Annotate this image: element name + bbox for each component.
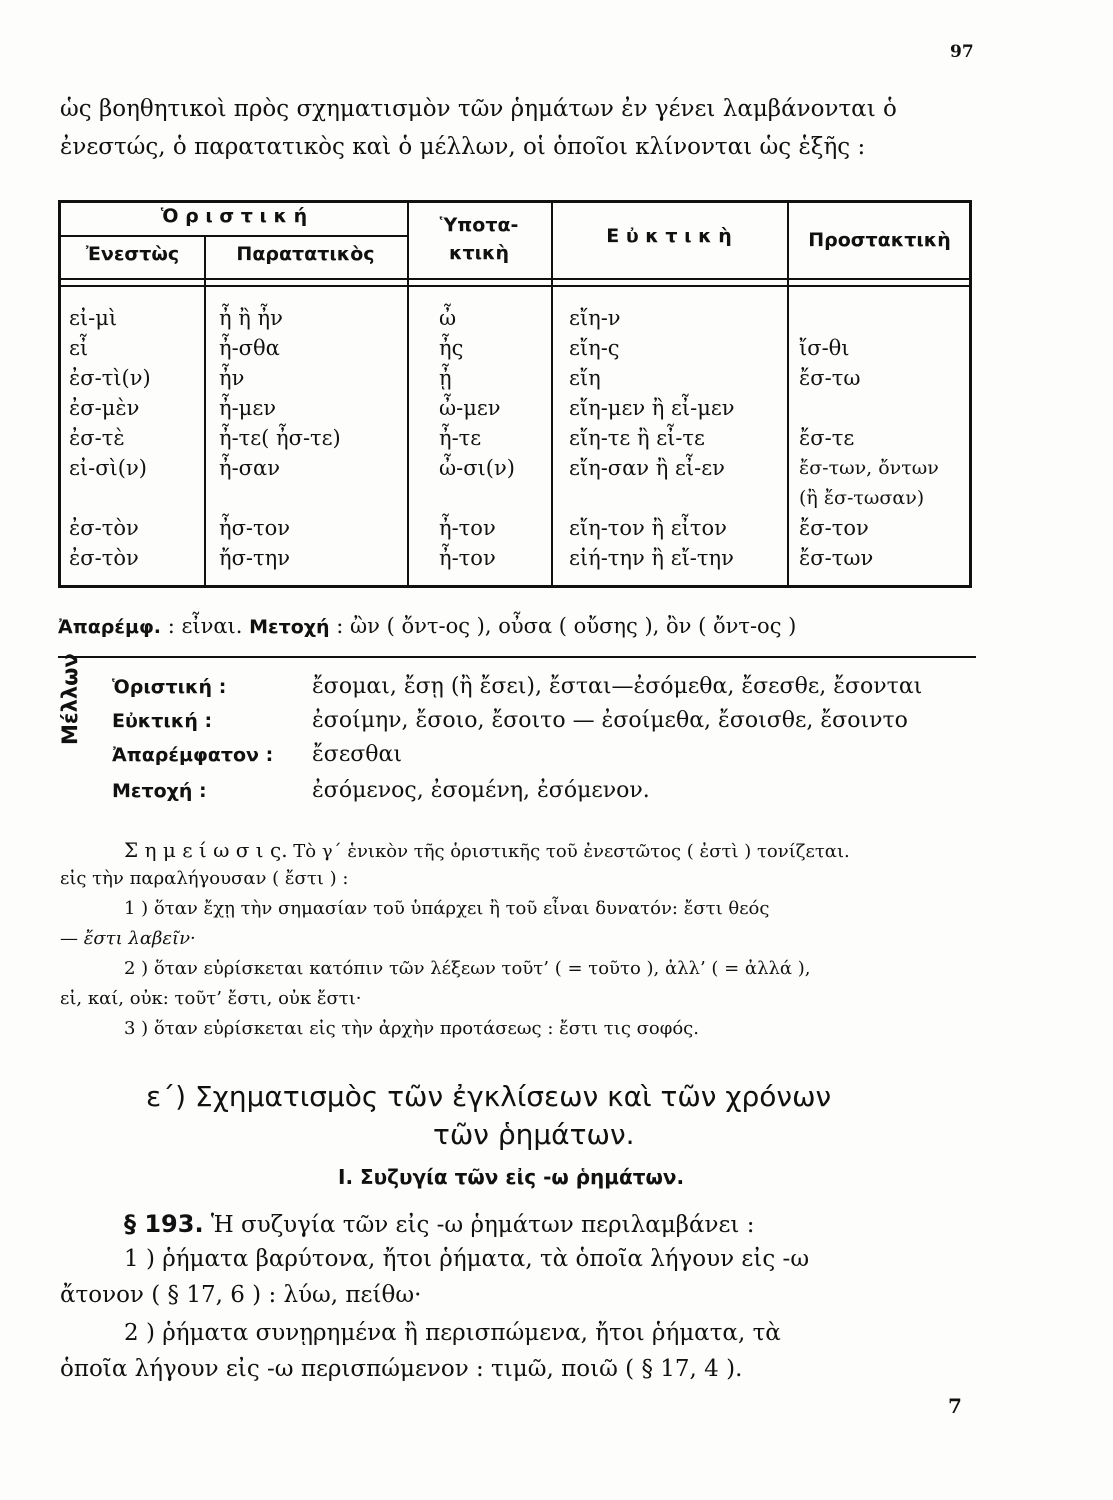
table-cell: ἐσ-τὲ xyxy=(69,426,125,450)
future-row xyxy=(112,778,650,803)
table-cell: ὦ-σι(ν) xyxy=(439,456,515,480)
table-cell: ἦ-σθα xyxy=(219,336,280,360)
header-ypotaktiki: Ὑποτα- κτικὴ xyxy=(439,214,519,264)
column-enestos xyxy=(69,303,151,573)
future-row-value: ἐσοίμην, ἔσοιο, ἔσοιτο — ἐσοίμεθα, ἔσοισθε, ἔσοιντο xyxy=(312,708,908,733)
future-row xyxy=(112,742,402,767)
table-cell: εἴη-μεν ἢ εἶ-μεν xyxy=(569,396,735,420)
intro-line-1: ὡς βοηθητικοὶ πρὸς σχηματισμὸν τῶν ῥημάτων ἐν γένει λαμβάνονται ὁ xyxy=(60,96,897,122)
table-cell: ἔσ-των, ὄντων xyxy=(799,457,939,479)
table-cell: ἦν xyxy=(219,366,245,390)
header-oristiki: Ὁ ρ ι σ τ ι κ ή xyxy=(160,205,308,227)
future-row xyxy=(112,708,908,733)
table-cell: εἰ-μὶ xyxy=(69,306,118,330)
table-cell xyxy=(439,483,515,513)
column-prostaktiki xyxy=(799,303,939,573)
table-cell: ἴσ-θι xyxy=(799,336,850,360)
divider xyxy=(58,656,976,658)
aparemfato-value: : εἶναι. xyxy=(167,614,243,638)
note-item-1: 1 ) ὅταν ἔχῃ τὴν σημασίαν τοῦ ὑπάρχει ἢ τοῦ εἶναι δυνατόν: ἔστι θεός xyxy=(124,898,770,919)
header-prostaktiki: Προστακτικὴ xyxy=(808,229,951,251)
future-row-label: Εὐκτική : xyxy=(112,710,213,732)
para-193-line-1 xyxy=(124,1210,754,1238)
page-number: 97 xyxy=(950,42,974,62)
table-cell: εἴη-σαν ἢ εἶ-εν xyxy=(569,456,725,480)
table-cell: ἐσ-μὲν xyxy=(69,396,140,420)
para-193-item-1: 1 ) ῥήματα βαρύτονα, ἤτοι ῥήματα, τὰ ὁποῖα λήγουν εἰς -ω xyxy=(124,1246,810,1272)
section-heading-line-1: ε΄) Σχηματισμὸς τῶν ἐγκλίσεων καὶ τῶν χρόνων xyxy=(146,1080,832,1113)
table-cell: ὦ xyxy=(439,306,457,330)
table-cell: εἴη-τον ἢ εἶτον xyxy=(569,516,727,540)
table-cell: ᾖ xyxy=(439,366,452,390)
para-193-text: Ἡ συζυγία τῶν εἰς -ω ῥημάτων περιλαμβάνει : xyxy=(210,1212,755,1238)
table-cell: ἐσ-τὶ(ν) xyxy=(69,366,151,390)
future-row-label: Ὁριστική : xyxy=(112,676,227,698)
table-cell: ἐσ-τὸν xyxy=(69,546,139,570)
table-cell: εἶ xyxy=(69,336,89,360)
table-cell: εἴη-ν xyxy=(569,306,621,330)
note-line-2: εἰς τὴν παραλήγουσαν ( ἔστι ) : xyxy=(60,868,349,889)
column-efktiki xyxy=(569,303,735,573)
future-row-value: ἐσόμενος, ἐσομένη, ἐσόμενον. xyxy=(312,778,650,803)
intro-line-2: ἐνεστώς, ὁ παρατατικὸς καὶ ὁ μέλλων, οἱ ὁποῖοι κλίνονται ὡς ἑξῆς : xyxy=(60,134,866,160)
para-193-item-2b: ὁποῖα λήγουν εἰς -ω περισπώμενον : τιμῶ, ποιῶ ( § 17, 4 ). xyxy=(60,1356,743,1382)
future-vertical-label: Μέλλων xyxy=(58,653,82,745)
column-ypotaktiki xyxy=(439,303,515,573)
table-cell xyxy=(569,483,735,513)
note-item-1b: — ἔστι λαβεῖν· xyxy=(60,928,196,949)
aparemfato-label: Ἀπαρέμφ. xyxy=(58,616,162,638)
note-item-3: 3 ) ὅταν εὑρίσκεται εἰς τὴν ἀρχὴν προτάσεως : ἔστι τις σοφός. xyxy=(124,1018,699,1039)
section-subheading: Ι. Συζυγία τῶν εἰς -ω ῥημάτων. xyxy=(338,1165,685,1189)
table-cell: εἴη-ς xyxy=(569,336,620,360)
note-line-1 xyxy=(124,838,850,862)
header-paratatikos: Παρατατικὸς xyxy=(236,243,375,265)
table-cell: εἰή-την ἢ εἴ-την xyxy=(569,546,734,570)
table-cell: ἦ-τε( ἦσ-τε) xyxy=(219,426,341,450)
future-row-label: Μετοχή : xyxy=(112,780,207,802)
note-item-2b: εἰ, καί, οὐκ: τοῦτ’ ἔστι, οὐκ ἔστι· xyxy=(60,988,362,1009)
table-cell xyxy=(799,303,939,333)
table-cell: ἔσ-τω xyxy=(799,366,861,390)
table-cell: ἦς xyxy=(439,336,464,360)
note-text: Τὸ γ΄ ἑνικὸν τῆς ὁριστικῆς τοῦ ἐνεστῶτος ( ἐστὶ ) τονίζεται. xyxy=(293,841,850,862)
table-cell xyxy=(799,393,939,423)
table-cell: ἔσ-τον xyxy=(799,516,869,540)
future-row-label: Ἀπαρέμφατον : xyxy=(112,744,274,766)
metochi-label: Μετοχή xyxy=(249,616,330,638)
conjugation-table xyxy=(58,200,972,588)
table-cell: ἔσ-των xyxy=(799,546,874,570)
table-cell: ἦσ-τον xyxy=(219,516,291,540)
table-cell: ἤσ-την xyxy=(219,546,290,570)
aparemfato-line xyxy=(58,614,796,638)
section-heading-line-2: τῶν ῥημάτων. xyxy=(433,1118,635,1151)
metochi-value: : ὢν ( ὄντ-ος ), οὖσα ( οὔσης ), ὂν ( ὄντ-ος ) xyxy=(336,614,797,638)
table-cell xyxy=(69,483,151,513)
table-cell: ἦ-σαν xyxy=(219,456,280,480)
table-cell: εἴη-τε ἢ εἶ-τε xyxy=(569,426,705,450)
table-cell: ἦ ἢ ἦν xyxy=(219,306,283,330)
table-cell: εἰ-σὶ(ν) xyxy=(69,456,147,480)
column-paratatikos xyxy=(219,303,341,573)
signature-mark: 7 xyxy=(948,1394,962,1418)
note-title: Σ η μ ε ί ω σ ι ς. xyxy=(124,838,288,862)
note-item-2: 2 ) ὅταν εὑρίσκεται κατόπιν τῶν λέξεων τοῦτ’ ( = τοῦτο ), ἀλλ’ ( = ἀλλά ), xyxy=(124,958,811,979)
table-cell: ὦ-μεν xyxy=(439,396,501,420)
header-efktiki: Ε ὐ κ τ ι κ ὴ xyxy=(606,225,732,247)
para-number: § 193. xyxy=(124,1210,204,1238)
table-cell: ἦ-μεν xyxy=(219,396,276,420)
future-row xyxy=(112,674,922,699)
table-cell: ἦ-τον xyxy=(439,546,496,570)
table-cell: ἦ-τε xyxy=(439,426,482,450)
table-cell: ἦ-τον xyxy=(439,516,496,540)
table-cell: εἴη xyxy=(569,366,601,390)
header-enestos: Ἐνεστὼς xyxy=(85,243,180,265)
table-cell xyxy=(219,483,341,513)
table-cell: ἐσ-τὸν xyxy=(69,516,139,540)
para-193-item-1b: ἄτονον ( § 17, 6 ) : λύω, πείθω· xyxy=(60,1282,422,1308)
table-cell: ἔσ-τε xyxy=(799,426,855,450)
para-193-item-2: 2 ) ῥήματα συνῃρημένα ἢ περισπώμενα, ἤτοι ῥήματα, τὰ xyxy=(124,1320,781,1346)
future-row-value: ἔσεσθαι xyxy=(312,742,402,767)
table-cell: (ἢ ἔσ-τωσαν) xyxy=(799,487,925,509)
future-row-value: ἔσομαι, ἔσῃ (ἢ ἔσει), ἔσται—ἐσόμεθα, ἔσεσθε, ἔσονται xyxy=(312,674,923,699)
